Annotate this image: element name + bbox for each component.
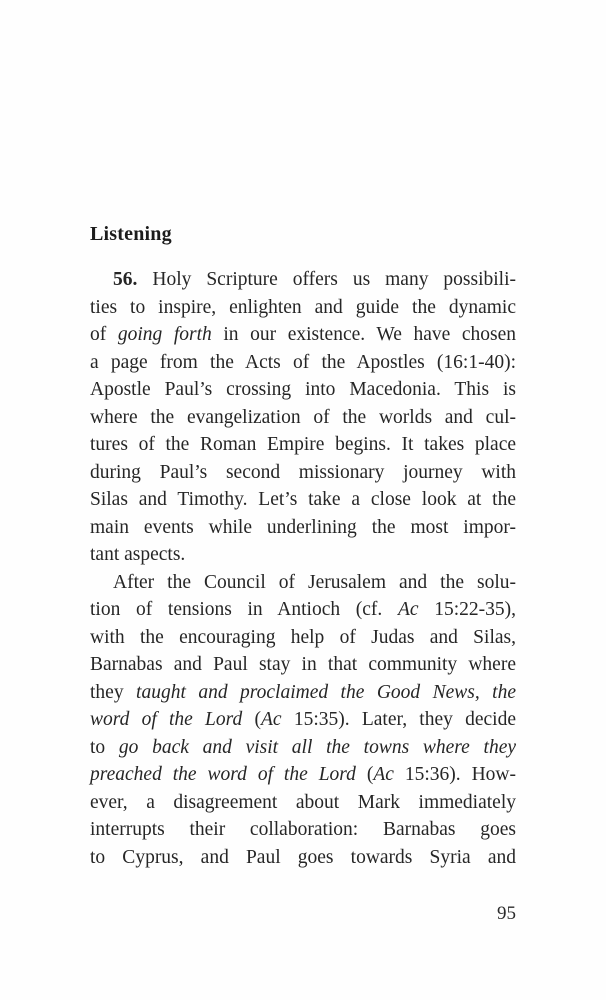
text-segment: tion of tensions in Antioch (cf. bbox=[90, 599, 398, 620]
body-text bbox=[90, 220, 516, 871]
text-segment: Ac bbox=[373, 764, 394, 785]
text-line bbox=[90, 596, 516, 624]
page-number: 95 bbox=[497, 903, 516, 924]
text-line bbox=[90, 294, 516, 322]
text-segment: interrupts their collaboration: Barnabas goes bbox=[90, 819, 516, 840]
text-line bbox=[90, 321, 516, 349]
text-line bbox=[90, 541, 516, 569]
text-line bbox=[90, 459, 516, 487]
text-line bbox=[90, 844, 516, 872]
text-line bbox=[90, 734, 516, 762]
text-line bbox=[90, 376, 516, 404]
text-segment: ever, a disagreement about Mark immediately bbox=[90, 791, 516, 813]
text-segment: Holy Scripture offers us many possibili- bbox=[152, 269, 516, 290]
text-line bbox=[90, 431, 516, 459]
text-segment: ties to inspire, enlighten and guide the dynamic bbox=[90, 296, 516, 318]
text-line bbox=[90, 624, 516, 652]
text-segment: Silas and Timothy. Let’s take a close look at the bbox=[90, 489, 516, 510]
text-segment: go back and visit all the towns where they bbox=[118, 736, 516, 758]
text-segment: Ac bbox=[397, 599, 419, 620]
text-line bbox=[90, 789, 516, 817]
paragraph-number: 56. bbox=[113, 269, 138, 290]
text-segment: 15:36). How- bbox=[393, 764, 516, 785]
text-line bbox=[90, 569, 516, 597]
text-segment: in our existence. We have chosen bbox=[211, 324, 517, 345]
text-line bbox=[90, 761, 516, 789]
text-segment: After the Council of Jerusalem and the solu- bbox=[113, 571, 516, 593]
paragraph bbox=[90, 266, 516, 569]
text-segment: tures of the Roman Empire begins. It takes place bbox=[90, 434, 516, 455]
text-line bbox=[90, 514, 516, 542]
section-heading: Listening bbox=[90, 223, 172, 245]
text-segment: to bbox=[90, 736, 119, 758]
text-segment: of bbox=[90, 324, 118, 345]
text-segment: with the encouraging help of Judas and Silas, bbox=[90, 626, 516, 648]
text-segment: they bbox=[90, 681, 137, 703]
text-segment: Barnabas and Paul stay in that community where bbox=[90, 654, 516, 675]
text-line bbox=[90, 816, 516, 844]
text-segment: preached the word of the Lord bbox=[90, 764, 356, 785]
text-line bbox=[90, 349, 516, 377]
text-segment: ( bbox=[242, 709, 262, 730]
text-line bbox=[90, 486, 516, 514]
text-segment: tant aspects. bbox=[90, 544, 186, 565]
text-segment: where the evangelization of the worlds and cul- bbox=[90, 406, 516, 428]
text-line bbox=[90, 651, 516, 679]
text-segment: taught and proclaimed the Good News, the bbox=[136, 681, 516, 703]
text-segment: going forth bbox=[117, 324, 212, 345]
text-segment: 15:22-35), bbox=[418, 599, 516, 620]
text-segment: main events while underlining the most impor- bbox=[90, 516, 516, 538]
text-segment: word of the Lord bbox=[90, 709, 243, 730]
paragraph bbox=[90, 569, 516, 872]
text-line bbox=[90, 706, 516, 734]
text-line bbox=[90, 266, 516, 294]
text-segment: a page from the Acts of the Apostles (16:1-40): bbox=[90, 351, 516, 373]
text-segment: during Paul’s second missionary journey with bbox=[90, 461, 516, 483]
text-line bbox=[90, 679, 516, 707]
text-segment: to Cyprus, and Paul goes towards Syria and bbox=[90, 846, 516, 868]
text-line bbox=[90, 404, 516, 432]
text-segment: Apostle Paul’s crossing into Macedonia. This is bbox=[90, 379, 516, 400]
paragraphs-container bbox=[90, 266, 516, 871]
text-segment: Ac bbox=[261, 709, 282, 730]
text-segment: 15:35). Later, they decide bbox=[281, 709, 516, 730]
text-segment: ( bbox=[355, 764, 374, 785]
